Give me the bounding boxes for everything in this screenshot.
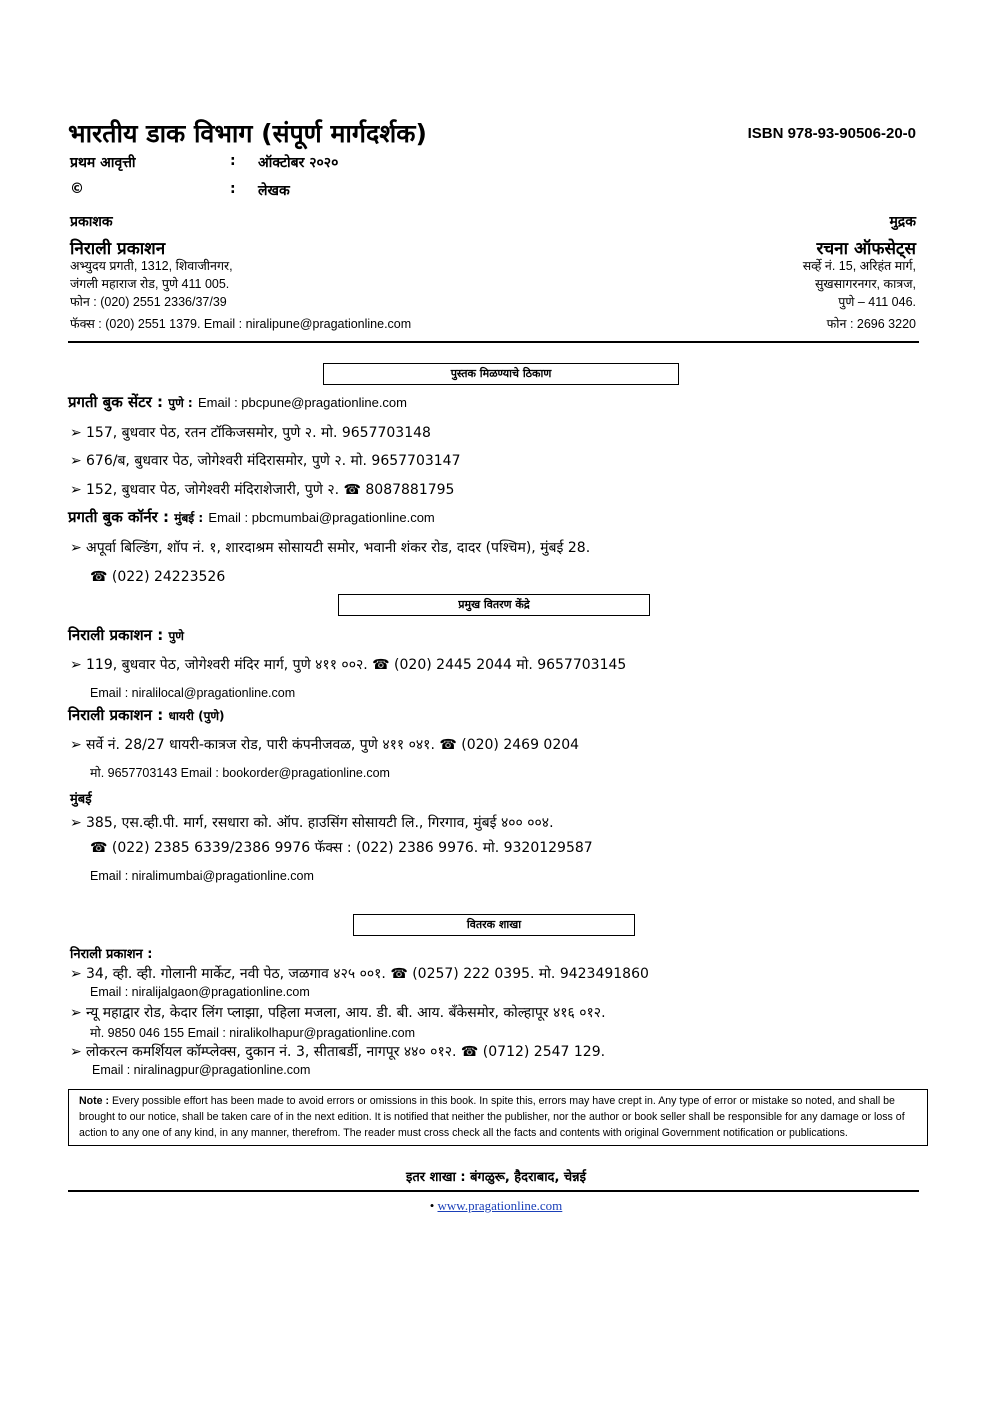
section-divider: [68, 341, 919, 343]
book-title: भारतीय डाक विभाग (संपूर्ण मार्गदर्शक): [68, 119, 427, 148]
copyright-colon: :: [230, 181, 236, 197]
book-corner-heading: [68, 507, 435, 527]
arrow-bullet-icon: ➢: [70, 815, 82, 831]
publisher-address-line: जंगली महाराज रोड, पुणे 411 005.: [70, 277, 230, 291]
printer-address-line: सर्व्हे नं. 15, अरिहंत मार्ग,: [802, 259, 916, 273]
arrow-bullet-icon: ➢: [70, 540, 82, 556]
list-item: ➢ 119, बुधवार पेठ, जोगेश्वरी मंदिर मार्ग, पुणे ४११ ००२. ☎ (020) 2445 2044 मो. 9657703145: [70, 657, 627, 673]
note-label: Note :: [79, 1095, 110, 1107]
distribution-heading: प्रमुख वितरण केंद्रे: [338, 594, 650, 616]
book-corner-email: Email : pbcmumbai@pragationline.com: [208, 510, 435, 525]
note-text: Every possible effort has been made to avoid errors or omissions in this book. In spite this, errors may have crept in. Any type of error or mistake so noted, and shall be brought to our notice, shall be taken care of in the next edition. It is notified that neither the publisher, nor the author or book seller shall be responsible for any damage or loss of action to any one of any kind, in any manner, therefrom. The reader must cross check all the facts and contents with original Government notification or publications.: [79, 1095, 905, 1139]
publisher-heading: प्रकाशक: [70, 214, 113, 230]
mumbai-heading: मुंबई: [70, 792, 92, 807]
book-corner-city: मुंबई :: [174, 511, 204, 525]
branch-detail: मो. 9850 046 155 Email : niralikolhapur@pragationline.com: [90, 1026, 415, 1040]
arrow-bullet-icon: ➢: [70, 657, 82, 673]
copyright-value: लेखक: [258, 183, 290, 199]
availability-heading: पुस्तक मिळण्याचे ठिकाण: [323, 363, 679, 385]
arrow-bullet-icon: ➢: [70, 966, 82, 982]
printer-address-line: पुणे – 411 046.: [838, 295, 916, 309]
arrow-bullet-icon: ➢: [70, 1044, 82, 1060]
arrow-bullet-icon: ➢: [70, 1005, 82, 1021]
nirali-pune-email: Email : niralilocal@pragationline.com: [90, 686, 296, 700]
publisher-phone: फोन : (020) 2551 2336/37/39: [70, 295, 227, 309]
arrow-bullet-icon: ➢: [70, 737, 82, 753]
publisher-fax-email: फॅक्स : (020) 2551 1379. Email : niralipune@pragationline.com: [70, 317, 412, 331]
nirali-dhayari-heading: निराली प्रकाशन : धायरी (पुणे): [68, 706, 225, 724]
disclaimer-note: [68, 1089, 928, 1146]
branch-heading: वितरक शाखा: [353, 914, 635, 936]
list-item: ➢ 157, बुधवार पेठ, रतन टॉकिजसमोर, पुणे २. मो. 9657703148: [70, 425, 431, 441]
book-center-city: पुणे :: [168, 396, 193, 410]
arrow-bullet-icon: ➢: [70, 453, 82, 469]
publisher-name: निराली प्रकाशन: [70, 239, 166, 259]
arrow-bullet-icon: ➢: [70, 425, 82, 441]
printer-name: रचना ऑफसेट्स: [816, 239, 916, 259]
isbn: ISBN 978-93-90506-20-0: [747, 125, 916, 142]
list-item: ➢ 676/ब, बुधवार पेठ, जोगेश्वरी मंदिरासमोर, पुणे २. मो. 9657703147: [70, 453, 461, 469]
footer-divider: [68, 1190, 919, 1192]
list-item: ➢ 152, बुधवार पेठ, जोगेश्वरी मंदिराशेजारी, पुणे २. ☎ 8087881795: [70, 482, 455, 498]
edition-value: ऑक्टोबर २०२०: [258, 155, 339, 171]
mumbai-phone: ☎ (022) 2385 6339/2386 9976 फॅक्स : (022) 2386 9976. मो. 9320129587: [90, 840, 593, 856]
book-center-email: Email : pbcpune@pragationline.com: [197, 395, 407, 410]
printer-address-line: सुखसागरनगर, कात्रज,: [814, 277, 916, 291]
printer-phone: फोन : 2696 3220: [826, 317, 916, 331]
branches-heading: निराली प्रकाशन :: [70, 947, 153, 962]
website-line: [0, 1198, 992, 1214]
branch-detail: Email : niralinagpur@pragationline.com: [92, 1063, 311, 1077]
branch-detail: Email : niralijalgaon@pragationline.com: [90, 985, 310, 999]
list-item: ➢ सर्वे नं. 28/27 धायरी-कात्रज रोड, पारी कंपनीजवळ, पुणे ४११ ०४१. ☎ (020) 2469 0204: [70, 737, 580, 753]
list-item: ➢ न्यू महाद्वार रोड, केदार लिंग प्लाझा, पहिला मजला, आय. डी. बी. आय. बँकेसमोर, कोल्हापूर ४१६ ०१२.: [70, 1005, 606, 1021]
edition-colon: :: [230, 153, 236, 169]
arrow-bullet-icon: ➢: [70, 482, 82, 498]
mumbai-email: Email : niralimumbai@pragationline.com: [90, 869, 314, 883]
nirali-pune-heading: निराली प्रकाशन : पुणे: [68, 626, 184, 644]
edition-label: प्रथम आवृत्ती: [70, 155, 136, 171]
printer-heading: मुद्रक: [889, 214, 916, 230]
publisher-address-line: अभ्युदय प्रगती, 1312, शिवाजीनगर,: [70, 259, 233, 273]
nirali-dhayari-contact: मो. 9657703143 Email : bookorder@pragationline.com: [90, 766, 390, 780]
website-link[interactable]: www.pragationline.com: [437, 1198, 563, 1213]
other-branches: इतर शाखा : बंगळुरू, हैदराबाद, चेन्नई: [406, 1170, 586, 1185]
list-item: ➢ 385, एस.व्ही.पी. मार्ग, रसधारा को. ऑप. हाउसिंग सोसायटी लि., गिरगाव, मुंबई ४०० ००४.: [70, 815, 554, 831]
book-center-name: प्रगती बुक सेंटर :: [68, 393, 164, 411]
bullet-icon: •: [429, 1198, 435, 1213]
book-corner-name: प्रगती बुक कॉर्नर :: [68, 508, 170, 526]
list-item: ➢ अपूर्वा बिल्डिंग, शॉप नं. १, शारदाश्रम सोसायटी समोर, भवानी शंकर रोड, दादर (पश्चिम), मुंबई 28.: [70, 540, 591, 556]
list-item: ➢ 34, व्ही. व्ही. गोलानी मार्केट, नवी पेठ, जळगाव ४२५ ००१. ☎ (0257) 222 0395. मो. 9423491860: [70, 966, 649, 982]
list-item: ➢ लोकरत्न कमर्शियल कॉम्प्लेक्स, दुकान नं. 3, सीताबर्डी, नागपूर ४४० ०१२. ☎ (0712) 2547 129.: [70, 1044, 606, 1060]
book-center-heading: [68, 392, 407, 412]
copyright-label: ©: [70, 181, 84, 197]
book-corner-phone: ☎ (022) 24223526: [90, 569, 226, 585]
